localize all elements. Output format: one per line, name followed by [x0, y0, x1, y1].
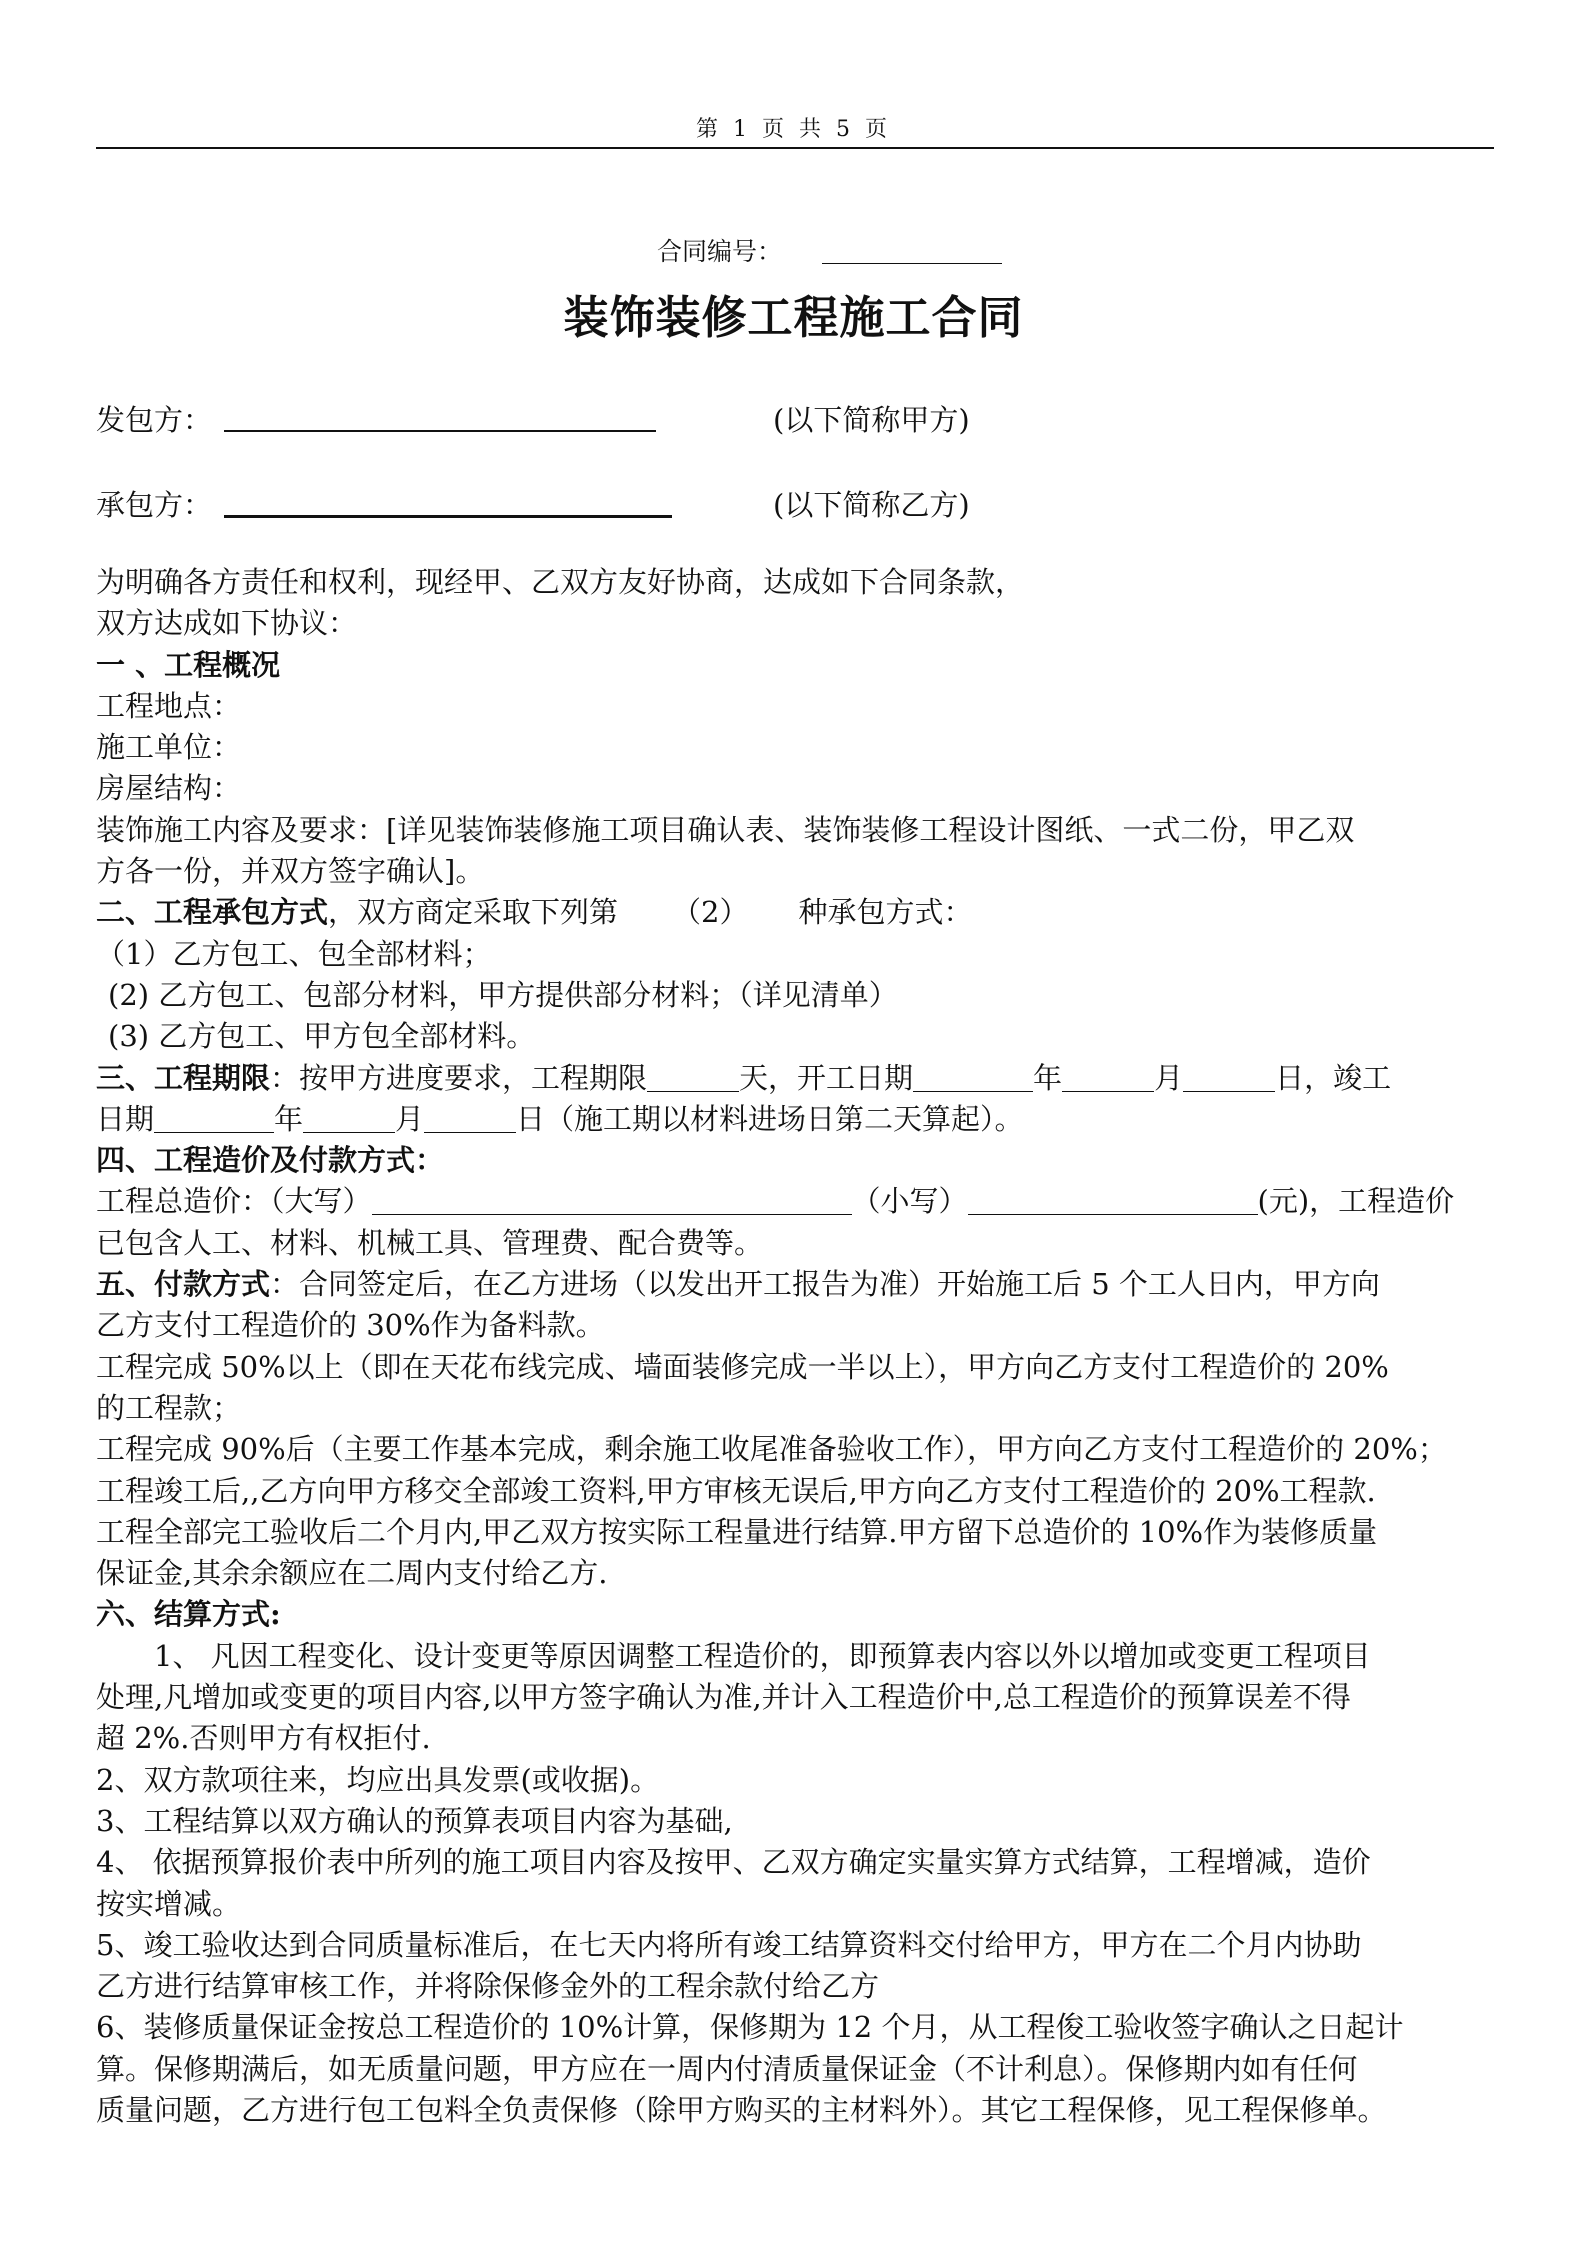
page-indicator: 第 1 页 共 5 页	[696, 117, 891, 142]
text-span: 日，竣工	[1275, 1060, 1392, 1095]
party-a	[96, 398, 970, 439]
blank-line	[303, 1104, 395, 1133]
section-line	[96, 892, 1494, 933]
paragraph-line: 工程完成 50%以上（即在天花布线完成、墙面装修完成一半以上），甲方向乙方支付工程造价的 20%	[96, 1349, 1389, 1384]
text-span: ：按甲方进度要求，工程期限	[270, 1060, 648, 1095]
paragraph-line: 保证金,其余余额应在二周内支付给乙方.	[96, 1556, 608, 1591]
paragraph-line: 算。保修期满后，如无质量问题，甲方应在一周内付清质量保证金（不计利息）。保修期内如有任何	[96, 2051, 1358, 2086]
blank-line	[913, 1063, 1033, 1092]
paragraph-line: 工程完成 90%后（主要工作基本完成，剩余施工收尾准备验收工作），甲方向乙方支付工程造价的 20%；	[96, 1432, 1447, 1467]
text-span: 天，开工日期	[739, 1060, 914, 1095]
party-b-blank	[224, 515, 672, 518]
party-b	[96, 483, 970, 524]
section-heading: 五、付款方式	[96, 1267, 271, 1302]
contract-number	[657, 232, 1002, 268]
party-b-label: 承包方：	[96, 488, 213, 522]
section-heading: 四、工程造价及付款方式：	[96, 1143, 445, 1178]
intro-line: 为明确各方责任和权利，现经甲、乙双方友好协商，达成如下合同条款，	[96, 565, 1025, 599]
text-span: 工程总造价：（大写）	[96, 1184, 372, 1219]
contract-body	[96, 562, 1494, 2131]
contract-number-label: 合同编号：	[657, 237, 783, 266]
text-span: ，双方商定采取下列第	[328, 895, 619, 930]
blank-line	[154, 1104, 274, 1133]
section-line	[96, 1264, 1494, 1305]
blank-line	[647, 1063, 739, 1092]
intro-line: 双方达成如下协议：	[96, 606, 358, 641]
party-a-blank	[224, 430, 656, 432]
paragraph-line: 方各一份，并双方签字确认]。	[96, 854, 485, 889]
choice-value: （2）	[672, 895, 749, 930]
option-line: (3) 乙方包工、甲方包全部材料。	[108, 1019, 536, 1054]
paragraph-line: 装饰施工内容及要求：[详见装饰装修施工项目确认表、装饰装修工程设计图纸、一式二份，甲乙双	[96, 812, 1355, 847]
header-rule	[96, 147, 1494, 149]
paragraph-line: 1、 凡因工程变化、设计变更等原因调整工程造价的，即预算表内容以外以增加或变更工程项目	[154, 1638, 1371, 1673]
section-line	[96, 1181, 1494, 1222]
blank-line	[424, 1104, 516, 1133]
text-span: 种承包方式：	[798, 895, 973, 930]
paragraph-line: 按实增减。	[96, 1886, 242, 1921]
text-span: 日（施工期以材料进场日第二天算起）。	[516, 1101, 1024, 1136]
text-span: 年	[1033, 1060, 1063, 1095]
paragraph-line: 乙方进行结算审核工作，并将除保修金外的工程余款付给乙方	[96, 1969, 880, 2004]
text-span: 月	[1154, 1060, 1184, 1095]
text-span: 日期	[96, 1101, 155, 1136]
paragraph-line: 质量问题，乙方进行包工包料全负责保修（除甲方购买的主材料外）。其它工程保修，见工程保修单。	[96, 2092, 1387, 2127]
paragraph-line: 的工程款；	[96, 1390, 242, 1425]
section-heading: 二、工程承包方式	[96, 895, 329, 930]
party-a-note: (以下简称甲方)	[773, 403, 970, 437]
paragraph-line: 乙方支付工程造价的 30%作为备料款。	[96, 1308, 605, 1343]
section-line	[96, 1099, 1494, 1140]
section-heading: 一 、工程概况	[96, 647, 281, 682]
text-span: 年	[274, 1101, 304, 1136]
text-span: 月	[395, 1101, 425, 1136]
paragraph-line: 工程竣工后,,乙方向甲方移交全部竣工资料,甲方审核无误后,甲方向乙方支付工程造价的 20%工程款.	[96, 1473, 1376, 1508]
section-line	[96, 1058, 1494, 1099]
field-label: 房屋结构：	[96, 771, 242, 806]
option-line: (2) 乙方包工、包部分材料，甲方提供部分材料；（详见清单）	[108, 977, 898, 1012]
option-line: （1）乙方包工、包全部材料；	[96, 936, 492, 971]
blank-line	[372, 1186, 852, 1215]
section-heading: 六、结算方式:	[96, 1597, 281, 1632]
blank-line	[968, 1186, 1258, 1215]
paragraph-line: 3、工程结算以双方确认的预算表项目内容为基础,	[96, 1803, 733, 1838]
party-a-label: 发包方：	[96, 403, 213, 437]
section-heading: 三、工程期限	[96, 1060, 271, 1095]
text-span: ：合同签定后，在乙方进场（以发出开工报告为准）开始施工后 5 个工人日内，甲方向	[270, 1267, 1380, 1302]
paragraph-line: 超 2%.否则甲方有权拒付.	[96, 1721, 431, 1756]
paragraph-line: 6、装修质量保证金按总工程造价的 10%计算，保修期为 12 个月，从工程俊工验收签字确认之日起计	[96, 2010, 1404, 2045]
paragraph-line: 5、竣工验收达到合同质量标准后，在七天内将所有竣工结算资料交付给甲方，甲方在二个月内协助	[96, 1927, 1362, 1962]
text-span: (元)，工程造价	[1257, 1184, 1455, 1219]
party-b-note: (以下简称乙方)	[773, 488, 970, 522]
field-label: 工程地点：	[96, 688, 242, 723]
paragraph-line: 已包含人工、材料、机械工具、管理费、配合费等。	[96, 1225, 764, 1260]
field-label: 施工单位：	[96, 730, 242, 765]
paragraph-line: 处理,凡增加或变更的项目内容,以甲方签字确认为准,并计入工程造价中,总工程造价的预算误差不得	[96, 1680, 1351, 1715]
document-title: 装饰装修工程施工合同	[563, 291, 1024, 344]
paragraph-line: 4、 依据预算报价表中所列的施工项目内容及按甲、乙双方确定实量实算方式结算，工程增减，造价	[96, 1845, 1371, 1880]
paragraph-line: 工程全部完工验收后二个月内,甲乙双方按实际工程量进行结算.甲方留下总造价的 10%作为装修质量	[96, 1514, 1378, 1549]
text-span: （小写）	[851, 1184, 968, 1219]
contract-number-blank	[822, 241, 1002, 264]
blank-line	[1183, 1063, 1275, 1092]
blank-line	[1062, 1063, 1154, 1092]
paragraph-line: 2、双方款项往来，均应出具发票(或收据)。	[96, 1762, 660, 1797]
